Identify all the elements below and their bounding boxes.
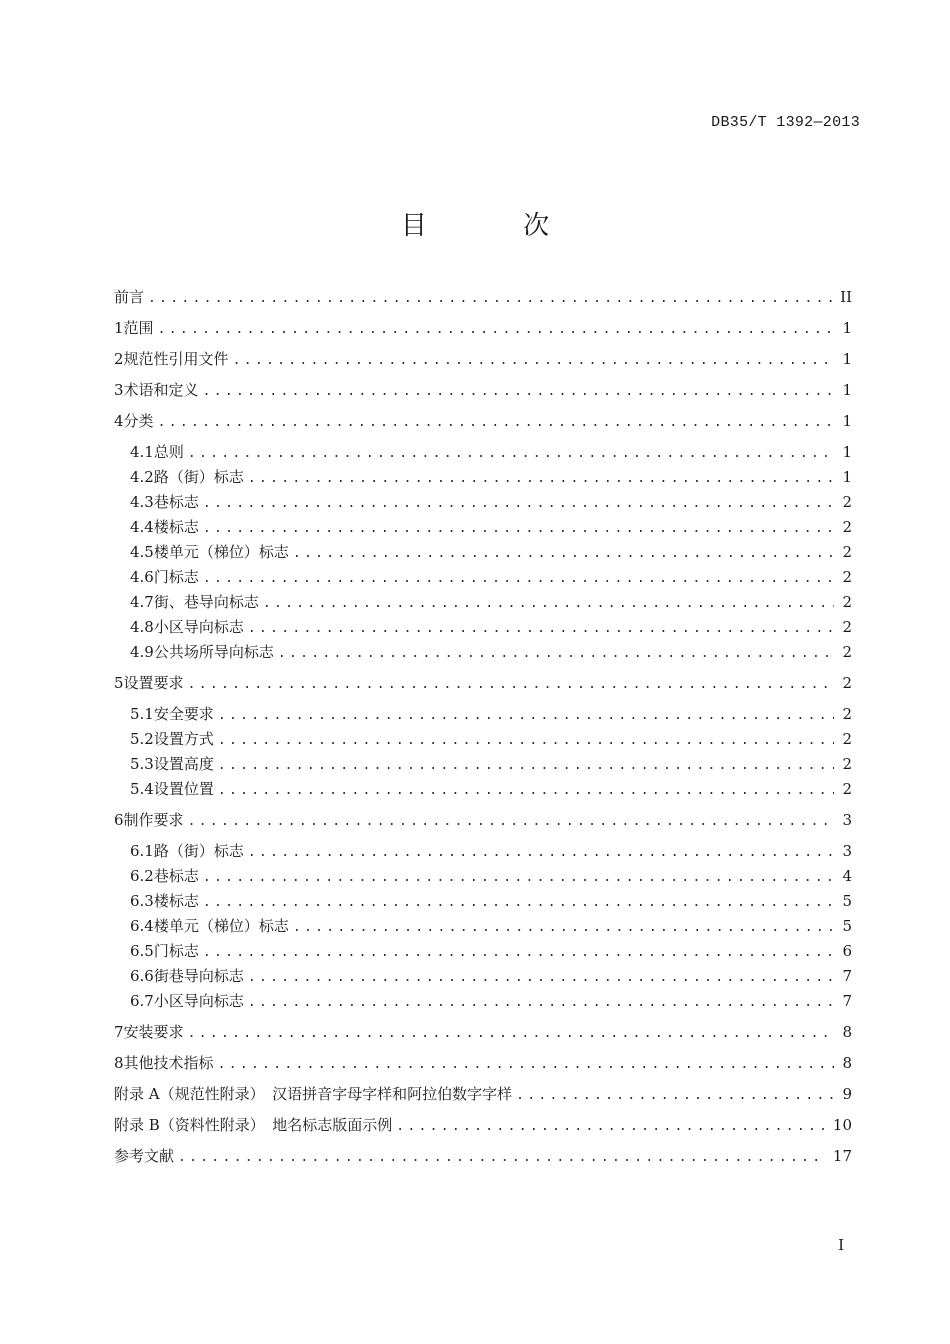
dot-leader <box>248 616 834 641</box>
toc-entry-page: 1 <box>842 319 852 337</box>
dot-leader <box>158 410 834 435</box>
toc-entry-page: II <box>840 288 852 306</box>
dot-leader <box>188 809 834 834</box>
toc-entry-page: 7 <box>842 967 852 985</box>
page-title: 目 次 <box>400 211 594 241</box>
toc-entry-page: 2 <box>842 780 852 798</box>
toc-entry-label: 公共场所导向标志 <box>153 643 274 661</box>
toc-entry-page: 2 <box>842 568 852 586</box>
toc-entry[interactable] <box>114 702 852 727</box>
toc-entry-number: 5 <box>114 674 124 692</box>
toc-entry-label: 小区导向标志 <box>153 992 244 1010</box>
dot-leader <box>178 1145 825 1170</box>
toc-entry-number: 5.1 <box>130 705 154 723</box>
toc-entry-page: 10 <box>832 1116 852 1134</box>
toc-entry-label: 小区导向标志 <box>153 618 244 636</box>
toc-entry[interactable] <box>114 347 852 372</box>
page-number: I <box>838 1236 844 1254</box>
toc-entry[interactable] <box>114 1082 852 1107</box>
toc-entry-label: 路（街）标志 <box>153 468 244 486</box>
toc-entry-label: 分类 <box>123 412 154 430</box>
dot-leader <box>293 915 834 940</box>
toc-entry-page: 1 <box>842 381 852 399</box>
dot-leader <box>218 753 834 778</box>
toc-entry-number: 7 <box>114 1023 124 1041</box>
toc-entry-number: 6.3 <box>130 892 154 910</box>
toc-entry[interactable] <box>114 565 852 590</box>
dot-leader <box>158 317 834 342</box>
toc-entry-page: 8 <box>842 1054 852 1072</box>
toc-entry-page: 2 <box>842 518 852 536</box>
toc-entry-number: 6 <box>114 811 124 829</box>
dot-leader <box>516 1083 834 1108</box>
toc-entry-label: 制作要求 <box>123 811 184 829</box>
toc-entry-page: 2 <box>842 493 852 511</box>
dot-leader <box>248 965 834 990</box>
toc-entry-page: 6 <box>842 942 852 960</box>
toc-entry[interactable] <box>114 465 852 490</box>
toc-entry[interactable] <box>114 1113 852 1138</box>
toc-entry-number: 4.3 <box>130 493 154 511</box>
dot-leader <box>263 591 834 616</box>
dot-leader <box>278 641 834 666</box>
toc-entry-number: 5.4 <box>130 780 154 798</box>
toc-entry[interactable] <box>114 440 852 465</box>
toc-entry-label: 路（街）标志 <box>153 842 244 860</box>
toc-entry-page: 17 <box>832 1147 852 1165</box>
toc-entry[interactable] <box>114 989 852 1014</box>
toc-entry[interactable] <box>114 914 852 939</box>
toc-entry[interactable] <box>114 964 852 989</box>
dot-leader <box>248 990 834 1015</box>
toc-entry[interactable] <box>114 671 852 696</box>
toc-entry-page: 7 <box>842 992 852 1010</box>
dot-leader <box>396 1114 825 1139</box>
toc-entry[interactable] <box>114 777 852 802</box>
toc-entry-label: 街巷导向标志 <box>153 967 244 985</box>
toc-entry-page: 8 <box>842 1023 852 1041</box>
dot-leader <box>218 728 834 753</box>
toc-entry-label: 门标志 <box>153 568 199 586</box>
toc-entry-label: 前言 <box>114 288 145 306</box>
toc-entry-number: 4.6 <box>130 568 154 586</box>
toc-entry-number: 4.8 <box>130 618 154 636</box>
toc-entry-label: 范围 <box>123 319 154 337</box>
toc-entry[interactable] <box>114 540 852 565</box>
toc-entry-number: 4 <box>114 412 124 430</box>
dot-leader <box>203 516 834 541</box>
toc-entry[interactable] <box>114 590 852 615</box>
dot-leader <box>203 865 834 890</box>
toc-entry[interactable] <box>114 864 852 889</box>
toc-entry-number: 4.5 <box>130 543 154 561</box>
toc-entry-number: 8 <box>114 1054 124 1072</box>
dot-leader <box>188 441 834 466</box>
toc-entry-page: 5 <box>842 917 852 935</box>
dot-leader <box>203 940 834 965</box>
toc-entry-label: 其他技术指标 <box>123 1054 214 1072</box>
dot-leader <box>233 348 834 373</box>
toc-entry-number: 6.4 <box>130 917 154 935</box>
dot-leader <box>218 703 834 728</box>
toc-entry-number: 6.5 <box>130 942 154 960</box>
toc-entry-label: 附录 A（规范性附录） 汉语拼音字母字样和阿拉伯数字字样 <box>114 1085 513 1103</box>
dot-leader <box>218 1052 834 1077</box>
toc-entry[interactable] <box>114 808 852 833</box>
toc-entry[interactable] <box>114 615 852 640</box>
toc-entry-number: 2 <box>114 350 124 368</box>
toc-entry-label: 门标志 <box>153 942 199 960</box>
toc-entry-label: 安装要求 <box>123 1023 184 1041</box>
toc-entry[interactable] <box>114 727 852 752</box>
toc-entry[interactable] <box>114 640 852 665</box>
toc-entry-page: 3 <box>842 811 852 829</box>
toc-entry[interactable] <box>114 752 852 777</box>
toc-entry[interactable] <box>114 409 852 434</box>
toc-entry-page: 2 <box>842 755 852 773</box>
toc-entry-number: 6.6 <box>130 967 154 985</box>
toc-entry[interactable] <box>114 285 852 310</box>
toc-entry-label: 附录 B（资料性附录） 地名标志版面示例 <box>114 1116 393 1134</box>
toc-entry[interactable] <box>114 490 852 515</box>
toc-entry[interactable] <box>114 515 852 540</box>
toc-entry[interactable] <box>114 839 852 864</box>
toc-entry-number: 4.9 <box>130 643 154 661</box>
toc-entry-label: 楼单元（梯位）标志 <box>153 917 289 935</box>
dot-leader <box>293 541 834 566</box>
dot-leader <box>203 379 834 404</box>
toc-entry-page: 2 <box>842 618 852 636</box>
toc-entry-number: 1 <box>114 319 124 337</box>
toc-entry-label: 规范性引用文件 <box>123 350 229 368</box>
toc-entry-label: 楼标志 <box>153 518 199 536</box>
toc-entry-number: 6.1 <box>130 842 154 860</box>
toc-entry-page: 2 <box>842 730 852 748</box>
toc-entry-number: 3 <box>114 381 124 399</box>
toc-entry-page: 2 <box>842 674 852 692</box>
toc-entry-page: 1 <box>842 468 852 486</box>
toc-entry-number: 6.2 <box>130 867 154 885</box>
toc-entry[interactable] <box>114 889 852 914</box>
toc-entry-page: 4 <box>842 867 852 885</box>
toc-entry[interactable] <box>114 1020 852 1045</box>
toc-entry-number: 5.3 <box>130 755 154 773</box>
toc-entry-label: 楼标志 <box>153 892 199 910</box>
toc-entry-label: 总则 <box>153 443 184 461</box>
toc-entry-page: 3 <box>842 842 852 860</box>
toc-entry-label: 楼单元（梯位）标志 <box>153 543 289 561</box>
toc-entry[interactable] <box>114 1144 852 1169</box>
dot-leader <box>248 840 834 865</box>
toc-entry-page: 5 <box>842 892 852 910</box>
dot-leader <box>248 466 834 491</box>
toc-entry[interactable] <box>114 939 852 964</box>
toc-entry-number: 4.4 <box>130 518 154 536</box>
dot-leader <box>148 286 832 311</box>
dot-leader <box>218 778 834 803</box>
dot-leader <box>203 491 834 516</box>
dot-leader <box>203 566 834 591</box>
toc-entry-label: 巷标志 <box>153 493 199 511</box>
toc-entry-label: 街、巷导向标志 <box>153 593 259 611</box>
toc-entry-label: 参考文献 <box>114 1147 175 1165</box>
toc-entry-number: 4.2 <box>130 468 154 486</box>
toc-entry-label: 设置要求 <box>123 674 184 692</box>
toc-entry-number: 4.7 <box>130 593 154 611</box>
dot-leader <box>188 1021 834 1046</box>
toc-entry-page: 1 <box>842 443 852 461</box>
toc-entry-label: 术语和定义 <box>123 381 199 399</box>
toc-entry-page: 2 <box>842 543 852 561</box>
toc-entry-label: 设置方式 <box>153 730 214 748</box>
toc-entry[interactable] <box>114 316 852 341</box>
toc-entry-label: 巷标志 <box>153 867 199 885</box>
dot-leader <box>203 890 834 915</box>
toc-entry-page: 1 <box>842 350 852 368</box>
dot-leader <box>188 672 834 697</box>
toc-entry-number: 5.2 <box>130 730 154 748</box>
toc-entry-page: 2 <box>842 643 852 661</box>
toc-entry-page: 2 <box>842 705 852 723</box>
toc-entry-page: 2 <box>842 593 852 611</box>
toc-entry-page: 1 <box>842 412 852 430</box>
toc-entry-label: 设置高度 <box>153 755 214 773</box>
toc-entry[interactable] <box>114 1051 852 1076</box>
toc-entry-label: 安全要求 <box>153 705 214 723</box>
toc-entry-number: 4.1 <box>130 443 154 461</box>
toc-entry-number: 6.7 <box>130 992 154 1010</box>
toc-entry-page: 9 <box>842 1085 852 1103</box>
toc-entry[interactable] <box>114 378 852 403</box>
table-of-contents <box>114 285 852 1169</box>
document-code: DB35/T 1392—2013 <box>711 114 860 131</box>
toc-entry-label: 设置位置 <box>153 780 214 798</box>
